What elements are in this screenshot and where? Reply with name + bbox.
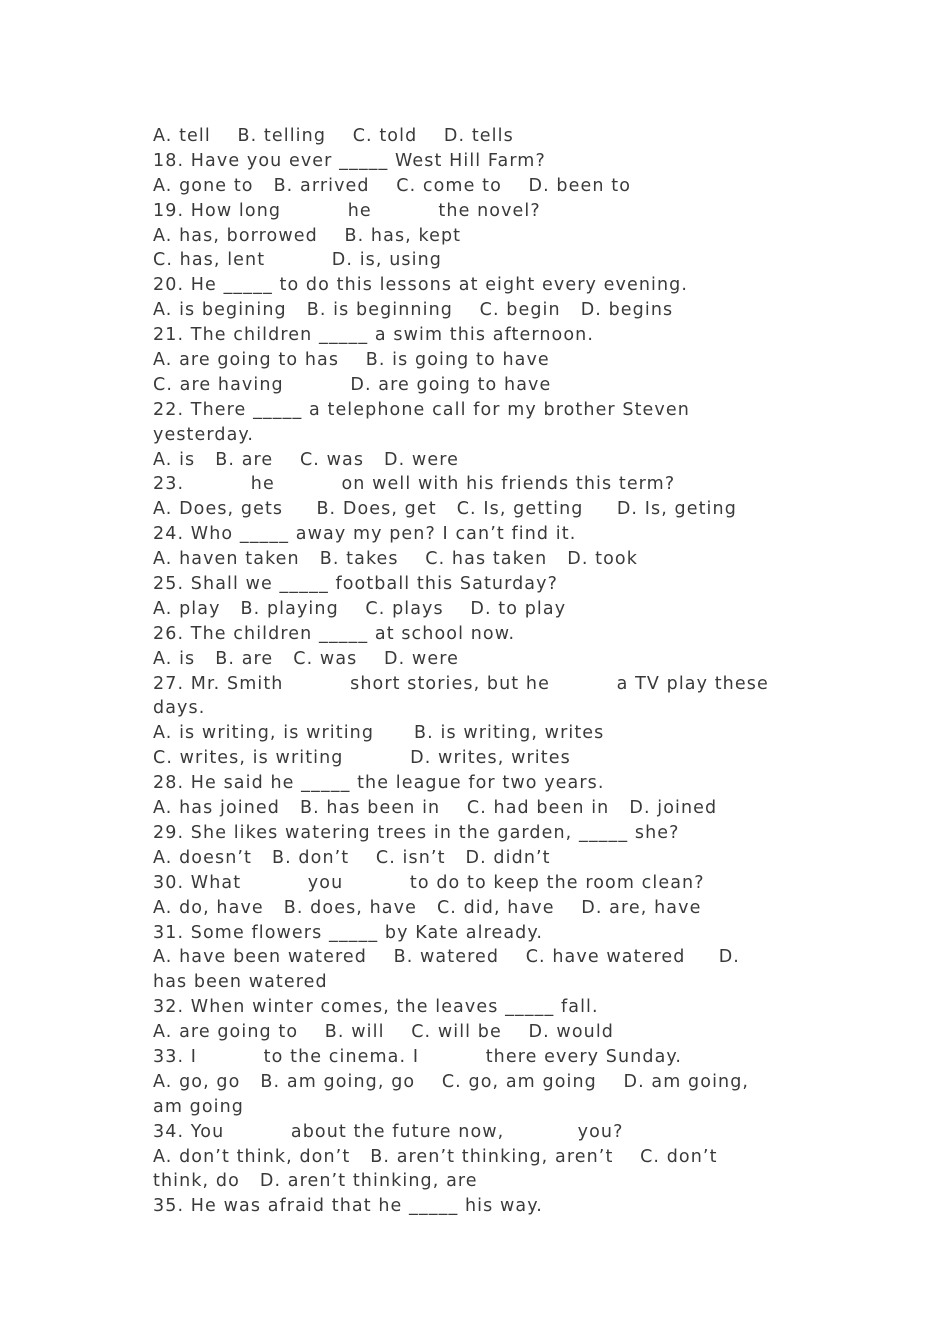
options-25: A. play B. playing C. plays D. to play [153,598,567,619]
question-28: 28. He said he _____ the league for two years. [153,773,605,794]
options-24: A. haven taken B. takes C. has taken D. took [153,549,638,570]
options-19: C. has, lent D. is, using [153,250,442,271]
question-31: 31. Some flowers _____ by Kate already. [153,922,544,943]
question-22: 22. There _____ a telephone call for my brother Steven [153,399,690,420]
question-32: 32. When winter comes, the leaves _____ fall. [153,997,599,1018]
question-25: 25. Shall we _____ football this Saturday? [153,574,558,595]
question-35: 35. He was afraid that he _____ his way. [153,1196,543,1217]
options-33: A. go, go B. am going, go C. go, am going D. am going, [153,1071,750,1092]
question-27: days. [153,698,206,719]
options-31: A. have been watered B. watered C. have watered D. [153,947,740,968]
options-26: A. is B. are C. was D. were [153,648,459,669]
question-26: 26. The children _____ at school now. [153,623,516,644]
question-24: 24. Who _____ away my pen? I can’t find it. [153,524,577,545]
options-19: A. has, borrowed B. has, kept [153,225,462,246]
options-27: C. writes, is writing D. writes, writes [153,748,571,769]
options-20: A. is begining B. is beginning C. begin D. begins [153,300,674,321]
question-30: 30. What you to do to keep the room clean? [153,872,705,893]
question-33: 33. I to the cinema. I there every Sunday. [153,1046,683,1067]
question-23: 23. he on well with his friends this term? [153,474,676,495]
options-21: C. are having D. are going to have [153,374,552,395]
options-31: has been watered [153,972,328,993]
options-34: think, do D. aren’t thinking, are [153,1171,478,1192]
question-19: 19. How long he the novel? [153,200,541,221]
question-18: 18. Have you ever _____ West Hill Farm? [153,150,546,171]
exercise-text [153,124,803,1219]
options-23: A. Does, gets B. Does, get C. Is, getting D. Is, geting [153,499,737,520]
options-34: A. don’t think, don’t B. aren’t thinking, aren’t C. don’t [153,1146,718,1167]
options-32: A. are going to B. will C. will be D. would [153,1022,615,1043]
text-line: A. tell B. telling C. told D. tells [153,126,514,146]
options-18: A. gone to B. arrived C. come to D. been to [153,175,631,196]
options-22: A. is B. are C. was D. were [153,449,459,470]
options-29: A. doesn’t B. don’t C. isn’t D. didn’t [153,847,551,868]
question-29: 29. She likes watering trees in the garden, _____ she? [153,822,680,843]
options-33: am going [153,1096,245,1117]
options-30: A. do, have B. does, have C. did, have D. are, have [153,897,702,918]
question-27: 27. Mr. Smith short stories, but he a TV play these [153,673,769,694]
question-34: 34. You about the future now, you? [153,1121,624,1142]
question-20: 20. He _____ to do this lessons at eight every evening. [153,275,689,296]
options-27: A. is writing, is writing B. is writing, writes [153,723,605,744]
options-21: A. are going to has B. is going to have [153,350,550,371]
options-28: A. has joined B. has been in C. had been in D. joined [153,798,718,819]
question-21: 21. The children _____ a swim this afternoon. [153,325,595,346]
question-22: yesterday. [153,424,255,445]
